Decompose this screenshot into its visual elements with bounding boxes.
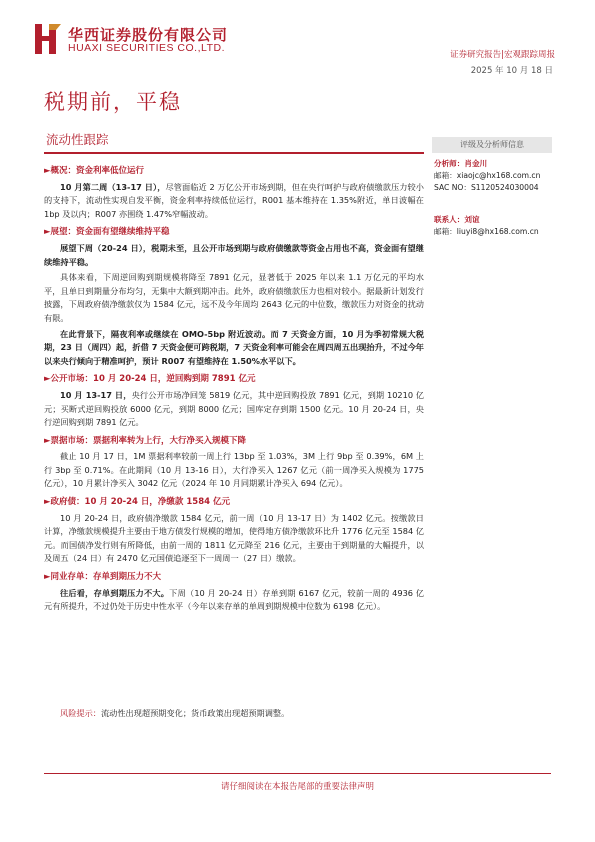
report-title: 税期前，平稳 xyxy=(44,90,182,114)
section-heading: ►概况：资金利率低位运行 xyxy=(44,166,145,176)
section-paragraph xyxy=(44,587,424,614)
main-content xyxy=(44,160,424,616)
company-name-cn: 华西证券股份有限公司 xyxy=(68,26,229,44)
paragraph-lead: 在此背景下，隔夜利率或继续在 OMO-5bp 附近波动。而 7 天资金方面，10 月为季初常规大税期，23 日（周四）起，折借 7 天资金便可跨税期，7 天资金利率可能会在周四周五出现抬升，不过今年以来央行倾向于精准呵护，预计 R007 有望维持在 1.50%水平以下。 xyxy=(44,328,424,366)
legal-footer: 请仔细阅读在本报告尾部的重要法律声明 xyxy=(220,782,374,792)
report-date: 2025 年 10 月 18 日 xyxy=(470,66,553,76)
paragraph-text: 10 月 20-24 日，政府债净缴款 1584 亿元，前一周（10 月 13-17 日）为 1402 亿元。按缴款日计算，净缴款规模提升主要由于地方债发行规模的增加，使得地方债净缴款环比升 1776 亿元至 1584 亿元。而国债净发行则有所降低，由前一周的 1811 亿元降至 216 亿元，主要由于到期量的大幅提升，以及周五（24 日）有 2470 亿元国债追逐至下一周周一（27 日）缴款。 xyxy=(44,512,424,564)
analyst-name: 分析师：肖金川 xyxy=(434,159,488,168)
paragraph-text: 下周（10 月 20-24 日）存单到期 6167 亿元，较前一周的 4936 亿元有所提升，不过仍处于历史中性水平（今年以来存单的单周到期规模中位数为 6198 亿元）。 xyxy=(44,587,424,612)
risk-label: 风险提示： xyxy=(60,708,101,718)
title-divider xyxy=(44,152,424,154)
risk-warning xyxy=(60,708,289,719)
paragraph-lead: 10 月 13-17 日， xyxy=(60,389,132,400)
analyst-email[interactable]: 邮箱：xiaojc@hx168.com.cn xyxy=(434,171,541,180)
risk-text: 流动性出现超预期变化；货币政策出现超预期调整。 xyxy=(100,708,290,718)
paragraph-text: 央行公开市场净回笼 5819 亿元，其中逆回购投放 7891 亿元，到期 10210 亿元；买断式逆回购投放 6000 亿元，到期 8000 亿元；国库定存到期 1500 亿元。10 月 20-24 日，央行逆回购到期 7891 亿元。 xyxy=(44,389,424,428)
section-paragraph xyxy=(44,450,424,491)
paragraph-lead: 10 月第二周（13-17 日）， xyxy=(60,181,166,192)
company-name-en: HUAXI SECURITIES CO.,LTD. xyxy=(68,42,225,54)
contact-block xyxy=(434,214,564,238)
section-paragraph xyxy=(44,181,424,222)
section-heading: ►公开市场：10 月 20-24 日，逆回购到期 7891 亿元 xyxy=(44,374,256,385)
paragraph-text: 具体来看，下周逆回购到期规模将降至 7891 亿元，显著低于 2025 年以来 1.1 万亿元的平均水平，且单日到期量分布均匀，无集中大额到期冲击。此外，政府债缴款压力也相对较小。据最新计划发行披露，下周政府债净缴款仅为 1584 亿元，远不及今年周均 2643 亿元的中位数，缴款压力对资金的扰动有限。 xyxy=(44,272,424,323)
section-paragraph xyxy=(44,271,424,325)
contact-name: 联系人：刘谊 xyxy=(434,215,480,224)
section-heading: ►政府债：10 月 20-24 日，净缴款 1584 亿元 xyxy=(44,497,231,508)
section-paragraph xyxy=(44,389,424,430)
section-heading: ►票据市场：票据利率转为上行，大行净买入规模下降 xyxy=(44,435,247,446)
analyst-block xyxy=(434,158,564,194)
section-paragraph xyxy=(44,242,424,269)
contact-email[interactable]: 邮箱：liuyi8@hx168.com.cn xyxy=(434,227,539,236)
company-logo-icon xyxy=(35,24,61,54)
paragraph-text: 尽管面临近 2 万亿公开市场到期，但在央行呵护与政府债缴款压力较小的支持下，流动性实现自发平衡，资金利率持续低位运行，R001 基本维持在 1.35%附近，单日波幅在 1bp 及以内；R007 亦围绕 1.47%窄幅波动。 xyxy=(44,181,424,219)
section-heading: ►展望：资金面有望继续维持平稳 xyxy=(44,227,170,238)
paragraph-text: 截止 10 月 17 日，1M 票据利率较前一周上行 13bp 至 1.03%，3M 上行 9bp 至 0.39%，6M 上行 3bp 至 0.71%。在此期间（10 月 13-16 日），大行净买入 1267 亿元（前一周净买入规模为 1775 亿元），10 月累计净买入 3042 亿元（2024 年 10 月同期累计净买入 694 亿元）。 xyxy=(44,451,424,489)
report-type: 证券研究报告|宏观跟踪周报 xyxy=(450,50,555,60)
paragraph-lead: 展望下周（20-24 日），税期未至，且公开市场到期与政府债缴款等资金占用也不高，资金面有望继续维持平稳。 xyxy=(44,242,424,267)
section-paragraph xyxy=(44,512,424,566)
section-paragraph xyxy=(44,328,424,369)
paragraph-lead: 往后看，存单到期压力不大。 xyxy=(60,587,170,598)
analyst-sac: SAC NO：S1120524030004 xyxy=(434,183,539,192)
report-subtitle: 流动性跟踪 xyxy=(46,132,109,147)
footer-divider xyxy=(44,773,551,774)
section-heading: ►同业存单：存单到期压力不大 xyxy=(44,572,162,583)
analyst-info-header: 评级及分析师信息 xyxy=(432,137,552,153)
